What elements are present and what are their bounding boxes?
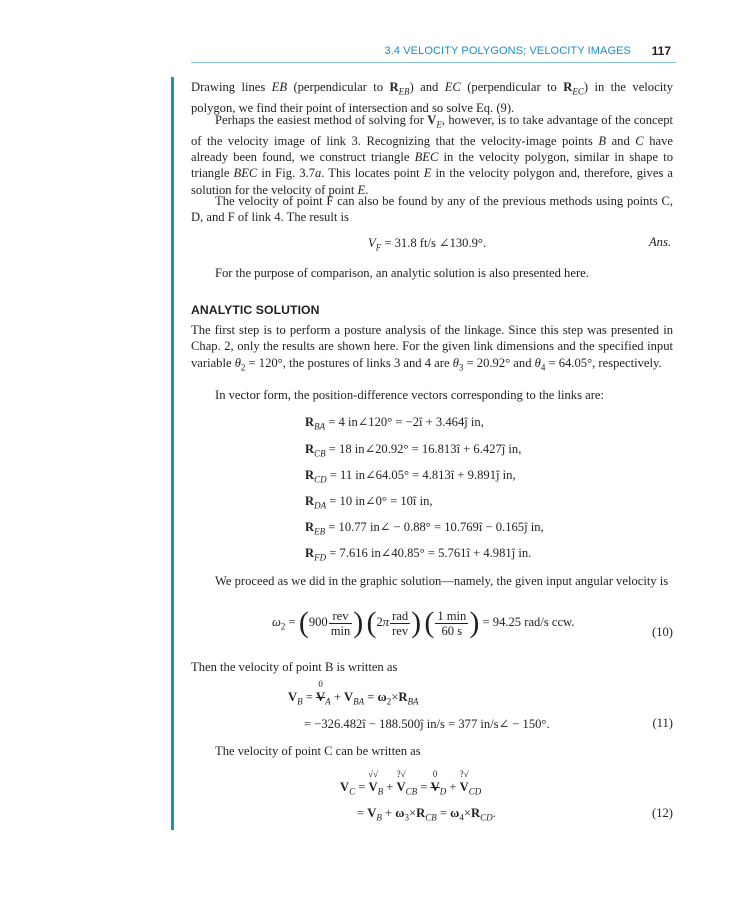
paragraph-3: The velocity of point F can also be found by any of the previous methods using points C, D, and F of link 4. The result is — [191, 194, 673, 225]
equation-vc-line2: = $V_B + \omega_3\times R_{CB} = \omega_4\times R_{CD}$. — [357, 806, 496, 823]
paragraph-4: For the purpose of comparison, an analytic solution is also presented here. — [215, 266, 589, 280]
equation-rfd: $R_{FD} = 7.616$ in∠40.85° = 5.761î + 4.981ĵ in. — [305, 546, 532, 563]
equation-rcd: $R_{CD} = 11$ in∠64.05° = 4.813î + 9.891ĵ in, — [305, 468, 516, 485]
paragraph-5: The first step is to perform a posture analysis of the linkage. Since this step was presented in Chap. 2, only the results are shown here. For the given link dimensions and the specified input variable $\theta_2 = 120^\circ$, the postures of links 3 and 4 are $\theta_3 = 20.92^\circ$ and $\theta_4 = 64.05^\circ$, respectively. — [191, 323, 673, 373]
paragraph-2: Perhaps the easiest method of solving for $V_E$, however, is to take advantage of the concept of the velocity image of link 3. Recognizing that the velocity-image points B and C have already been found, we construct triangle BEC in the velocity polygon, similar in shape to triangle BEC in Fig. 3.7a. This locates point E in the velocity polygon and, therefore, gives a solution for the velocity of point E. — [191, 113, 674, 197]
equation-rcb: $R_{CB} = 18$ in∠20.92° = 16.813î + 6.427ĵ in, — [305, 442, 522, 459]
section-heading: ANALYTIC SOLUTION — [191, 303, 320, 317]
equation-number-10: (10) — [652, 625, 673, 639]
equation-rda: $R_{DA} = 10$ in∠0° = 10î in, — [305, 494, 433, 511]
equation-rba: $R_{BA} = 4$ in∠120° = −2î + 3.464ĵ in, — [305, 415, 484, 432]
equation-vb-line1: $V_B = V$ 0 $_A + V_{BA} = \omega_2\times R_{BA}$ — [288, 679, 419, 707]
equation-number-12: (12) — [652, 806, 673, 820]
equation-number-11: (11) — [652, 716, 673, 730]
equation-vc-line1: $V_C = V$ √√ $_B$ + V ?√ $_{CB}$ = V 0 $_D$ + V ?√ $_{CD}$ — [340, 769, 482, 797]
running-header — [0, 45, 737, 61]
paragraph-1: Drawing lines EB (perpendicular to $R_{EB}$) and EC (perpendicular to $R_{EC}$) in the velocity polygon, we find their point of intersection and so solve Eq. (9). — [191, 80, 673, 115]
header-rule — [191, 62, 676, 63]
section-title: 3.4 VELOCITY POLYGONS; VELOCITY IMAGES — [384, 45, 631, 57]
page-number: 117 — [651, 44, 671, 58]
paragraph-6: In vector form, the position-difference vectors corresponding to the links are: — [215, 388, 604, 402]
equation-omega: $\omega_2 = (900$ $\frac{\text{rev}}{\min}$ ) (2π $\frac{\text{rad}}{\text{rev}}$ ) ( $\frac{1 \min}{60 s}$ ) = 94.25 rad/s ccw. — [272, 606, 575, 639]
paragraph-9: The velocity of point C can be written as — [215, 744, 421, 758]
margin-change-bar — [171, 77, 174, 830]
paragraph-8: Then the velocity of point B is written as — [191, 660, 398, 674]
equation-reb: $R_{EB} = 10.77$ in∠ − 0.88° = 10.769î − 0.165ĵ in, — [305, 520, 544, 537]
ans-label: Ans. — [648, 235, 671, 249]
paragraph-7: We proceed as we did in the graphic solution—namely, the given input angular velocity is — [215, 574, 669, 588]
equation-vb-line2: = −326.482î − 188.500ĵ in/s = 377 in/s∠ − 150°. — [304, 717, 550, 731]
equation-vf: $V_F = 31.8$ ft/s ∠130.9°. — [368, 236, 487, 253]
